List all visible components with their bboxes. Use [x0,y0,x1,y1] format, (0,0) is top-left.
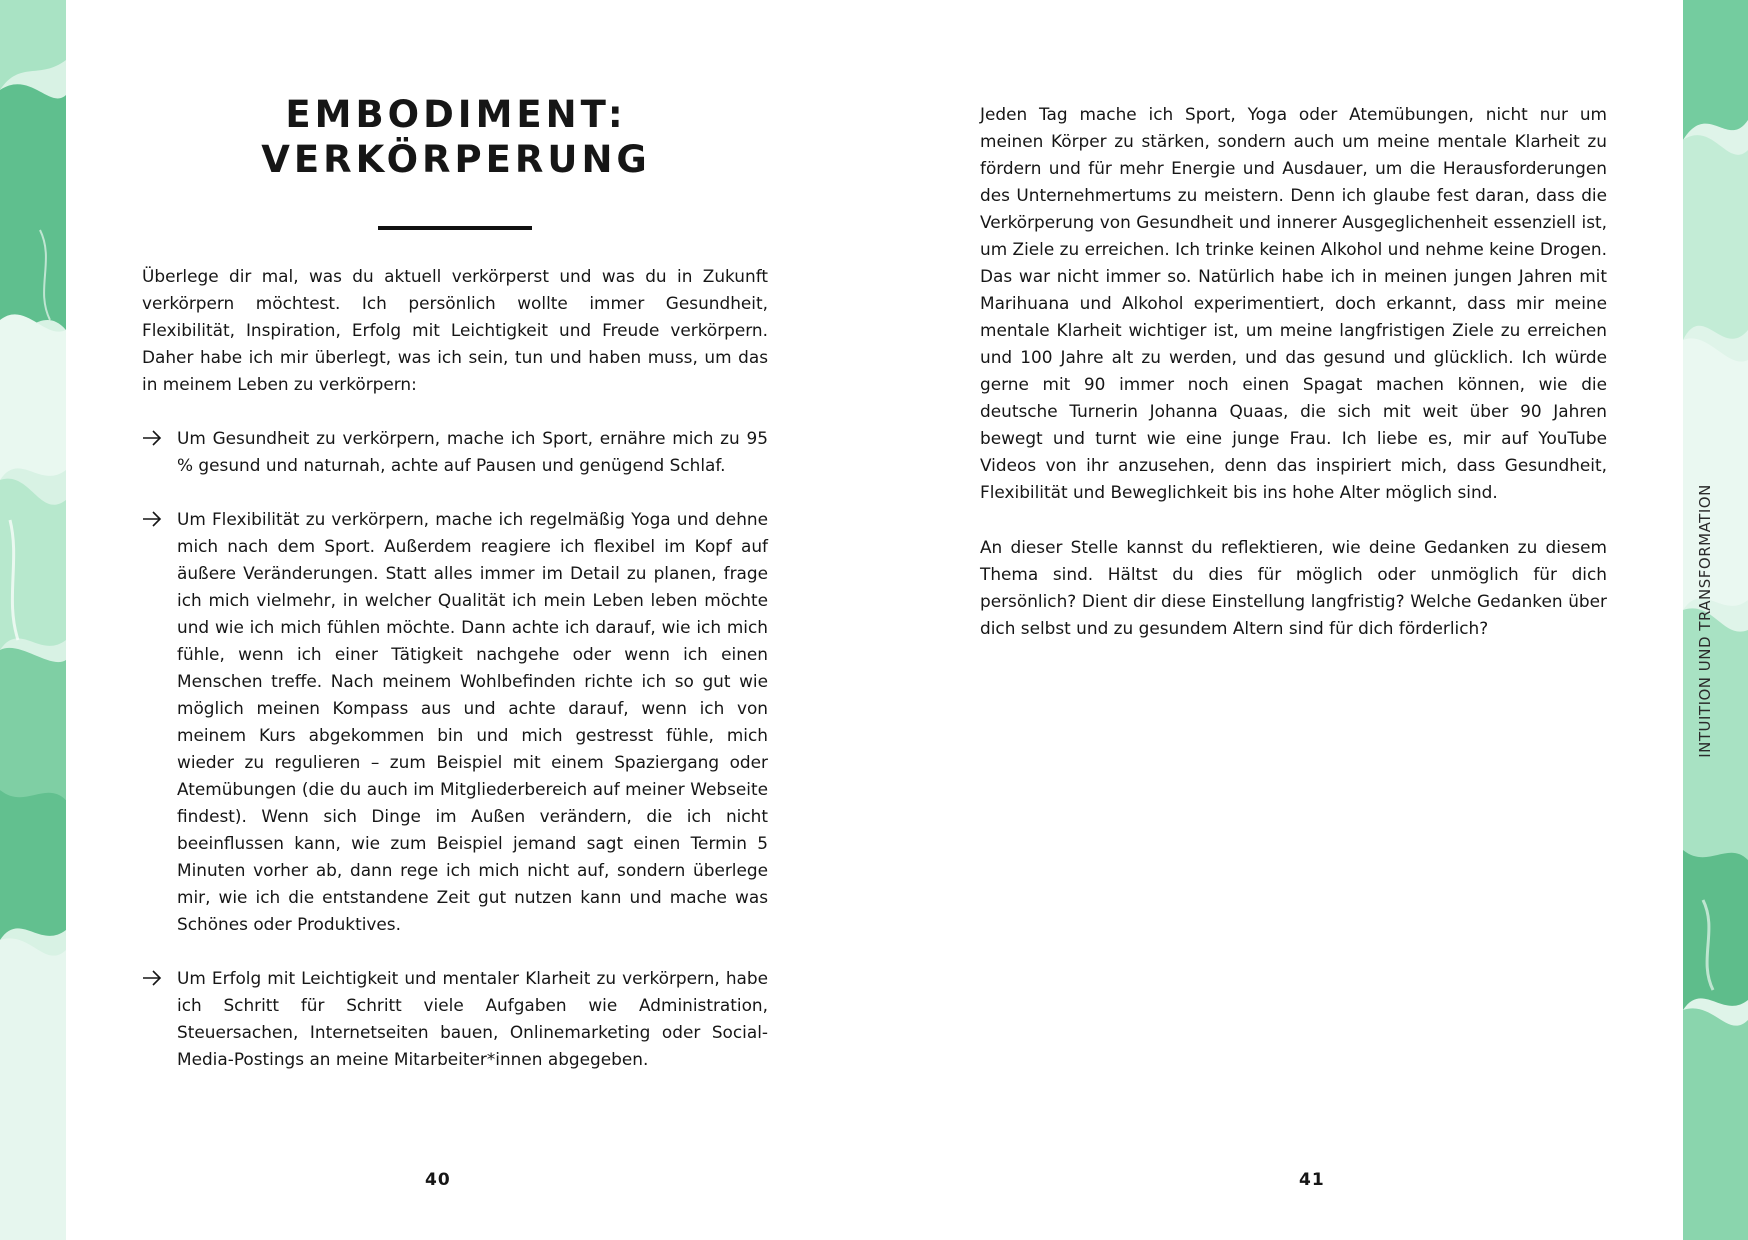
page-number-right: 41 [1299,1170,1325,1190]
chapter-title-line-1: EMBODIMENT: [285,93,627,136]
running-head [1690,480,1720,762]
running-head-text: INTUITION UND TRANSFORMATION [1696,484,1714,758]
right-page [874,0,1683,1240]
chapter-title [66,92,846,182]
body-paragraph-1: Jeden Tag mache ich Sport, Yoga oder Atemübungen, nicht nur um meinen Körper zu stärken, sondern auch um meine mentale Klarheit zu fördern und für mehr Energie und Ausdauer, um die Herausforderungen des Unternehmertums zu meistern. Denn ich glaube fest daran, dass die Verkörperung von Gesundheit und innerer Ausgeglichenheit essenziell ist, um Ziele zu erreichen. Ich trinke keinen Alkohol und nehme keine Drogen. Das war nicht immer so. Natürlich habe ich in meinen jungen Jahren mit Marihuana und Alkohol experimentiert, doch erkannt, dass mir meine mentale Klarheit wichtiger ist, um meine langfristigen Ziele zu erreichen und 100 Jahre alt zu werden, und das gesund und glücklich. Ich würde gerne mit 90 immer noch einen Spagat machen können, wie die deutsche Turnerin Johanna Quaas, die sich mit weit über 90 Jahren bewegt und turnt wie eine junge Frau. Ich liebe es, mir auf YouTube Videos von ihr anzusehen, denn das inspiriert mich, dass Gesundheit, Flexibilität und Beweglichkeit bis ins hohe Alter möglich sind. [980,104,1607,502]
left-page [66,0,874,1240]
list-item [142,425,768,479]
list-item-text: Um Erfolg mit Leichtigkeit und mentaler Klarheit zu verkörpern, habe ich Schritt für Schritt viele Aufgaben wie Administration, Steuersachen, Internetseiten bauen, Onlinemarketing oder Social-Media-Postings an meine Mitarbeiter*innen abgegeben. [177,968,768,1069]
arrow-right-icon [142,428,162,448]
title-divider [378,226,532,230]
list-item [142,965,768,1073]
arrow-right-icon [142,968,162,988]
list-item-text: Um Flexibilität zu verkörpern, mache ich regelmäßig Yoga und dehne mich nach dem Sport. Außerdem reagiere ich flexibel im Kopf auf äußere Veränderungen. Statt alles immer im Detail zu planen, frage ich mich vielmehr, in welcher Qualität ich mein Leben leben möchte und wie ich mich fühlen möchte. Dann achte ich darauf, wie ich mich fühle, wenn ich einer Tätigkeit nachgehe oder wenn ich einen Menschen treffe. Nach meinem Wohlbefinden richte ich so gut wie möglich meinen Kompass aus und achte darauf, wenn ich von meinem Kurs abgekommen bin und mich gestresst fühle, mich wieder zu regulieren – zum Beispiel mit einem Spaziergang oder Atemübungen (die du auch im Mitgliederbereich auf meiner Webseite findest). Wenn sich Dinge im Außen verändern, die ich nicht beeinflussen kann, wie zum Beispiel jemand sagt einen Termin 5 Minuten vorher ab, dann rege ich mich nicht auf, sondern überlege mir, wie ich die entstandene Zeit gut nutzen kann und mache was Schönes oder Produktives. [177,509,768,934]
watercolor-decoration [0,0,66,1240]
bullet-list [142,425,768,1100]
chapter-title-line-2: VERKÖRPERUNG [261,138,651,181]
body-paragraph-2: An dieser Stelle kannst du reflektieren, wie deine Gedanken zu diesem Thema sind. Hältst du dies für möglich oder unmöglich für dich persönlich? Dient dir diese Einstellung langfristig? Welche Gedanken über dich selbst und zu gesundem Altern sind für dich förderlich? [980,537,1607,638]
left-watercolor-edge [0,0,66,1240]
page-number-left: 40 [425,1170,451,1190]
list-item [142,506,768,938]
arrow-right-icon [142,509,162,529]
intro-paragraph: Überlege dir mal, was du aktuell verkörperst und was du in Zukunft verkörpern möchtest. Ich persönlich wollte immer Gesundheit, Flexibilität, Inspiration, Erfolg mit Leichtigkeit und Freude verkörpern. Daher habe ich mir überlegt, was ich sein, tun und haben muss, um das in meinem Leben zu verkörpern: [142,266,768,394]
list-item-text: Um Gesundheit zu verkörpern, mache ich Sport, ernähre mich zu 95 % gesund und naturnah, achte auf Pausen und genügend Schlaf. [177,428,768,475]
